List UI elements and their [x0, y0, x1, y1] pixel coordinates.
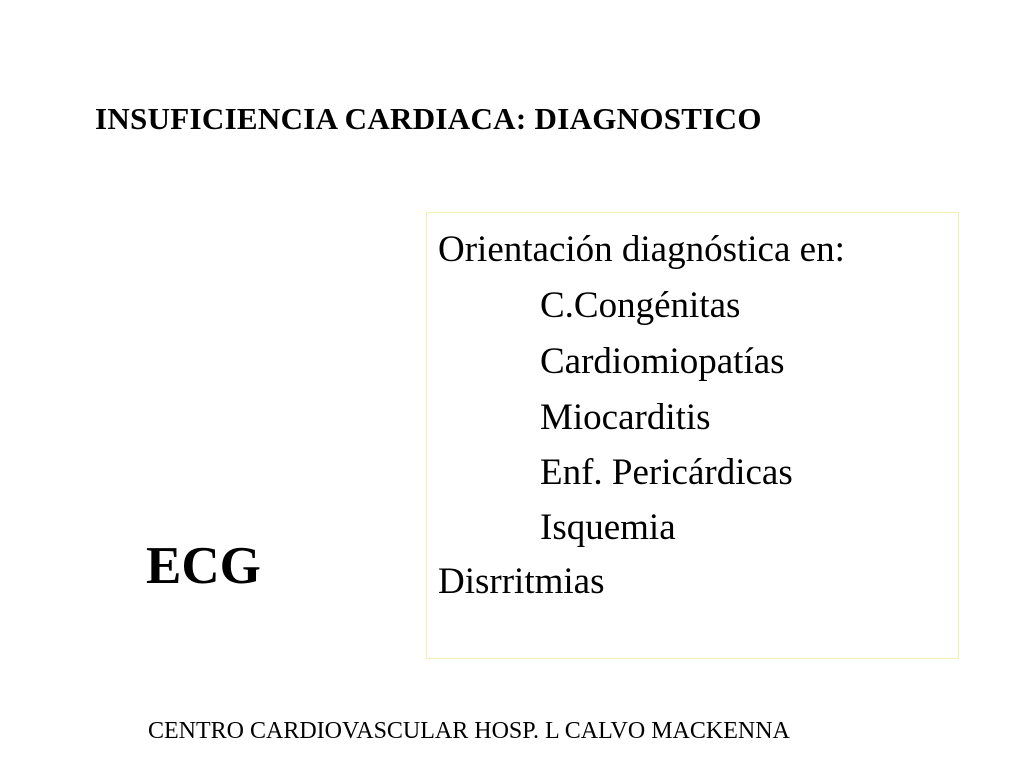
- ecg-label: ECG: [146, 537, 261, 595]
- box-item-disrritmias: Disrritmias: [438, 561, 605, 602]
- box-item-isquemia: Isquemia: [540, 507, 676, 548]
- diagnostic-orientation-box: [426, 212, 959, 659]
- box-item-congenitas: C.Congénitas: [540, 285, 741, 326]
- box-item-pericardicas: Enf. Pericárdicas: [540, 452, 793, 493]
- slide-title: INSUFICIENCIA CARDIACA: DIAGNOSTICO: [95, 101, 762, 136]
- box-heading: Orientación diagnóstica en:: [438, 229, 845, 270]
- box-item-cardiomiopatias: Cardiomiopatías: [540, 341, 785, 382]
- box-item-miocarditis: Miocarditis: [540, 397, 711, 438]
- footer-institution: CENTRO CARDIOVASCULAR HOSP. L CALVO MACKENNA: [148, 718, 790, 744]
